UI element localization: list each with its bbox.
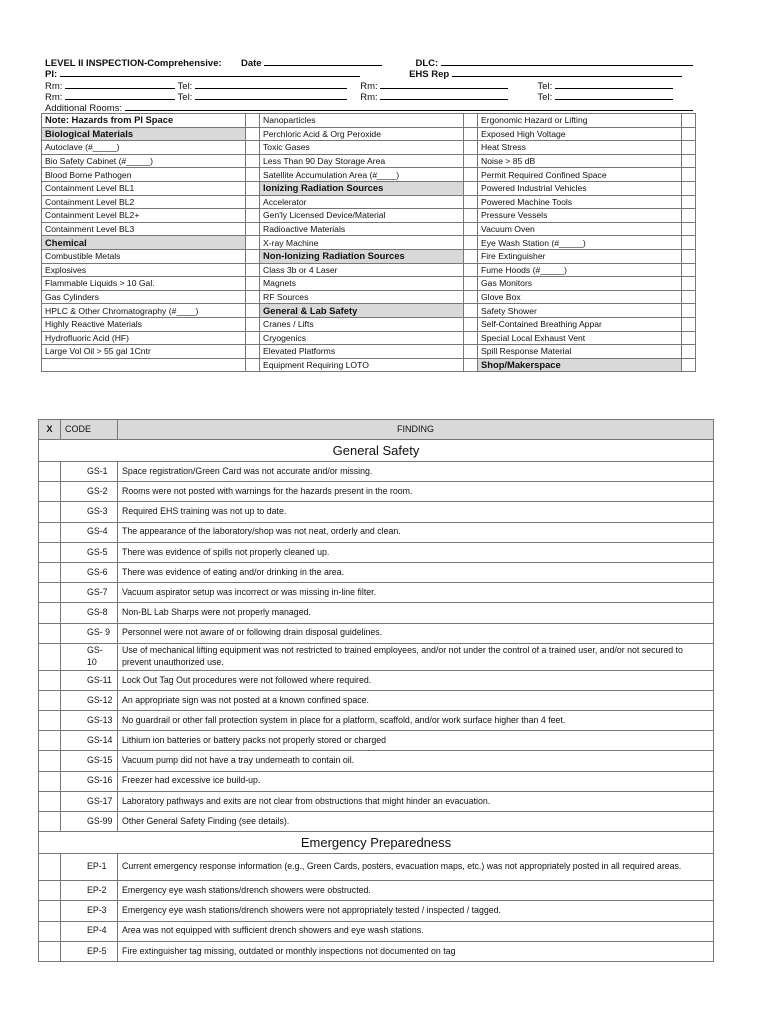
tel-field-4[interactable] [555,90,673,100]
hazard-label: Magnets [260,277,464,291]
hazard-label: Containment Level BL2 [42,195,246,209]
finding-row [39,941,714,961]
finding-code: EP-3 [61,901,118,921]
finding-code: EP-4 [61,921,118,941]
hazard-checkbox[interactable] [464,222,478,236]
date-label: Date [240,58,262,69]
finding-checkbox[interactable] [39,583,61,603]
hazard-checkbox[interactable] [246,222,260,236]
hazard-checkbox[interactable] [682,331,696,345]
hazard-checkbox[interactable] [682,209,696,223]
hazard-label: Ergonomic Hazard or Lifting [478,114,682,128]
finding-row [39,643,714,670]
finding-code: EP-2 [61,881,118,901]
column-finding-header: FINDING [118,420,714,440]
hazard-label: Containment Level BL3 [42,222,246,236]
finding-text: Laboratory pathways and exits are not clear from obstructions that might hinder an evacuation. [118,791,714,811]
hazard-checkbox[interactable] [246,141,260,155]
finding-row [39,921,714,941]
hazard-checkbox[interactable] [464,141,478,155]
hazard-label: Permit Required Confined Space [478,168,682,182]
finding-row [39,623,714,643]
hazard-checkbox[interactable] [246,181,260,195]
hazard-label: Accelerator [260,195,464,209]
hazard-note: Note: Hazards from PI Space [42,114,246,128]
finding-text: Lock Out Tag Out procedures were not followed where required. [118,670,714,690]
finding-checkbox[interactable] [39,812,61,832]
finding-text: Lithium ion batteries or battery packs not properly stored or charged [118,731,714,751]
hazard-checkbox[interactable] [246,331,260,345]
dlc-field[interactable] [441,56,693,66]
finding-text: An appropriate sign was not posted at a known confined space. [118,690,714,710]
hazard-checkbox[interactable] [464,168,478,182]
hazard-label: Containment Level BL1 [42,181,246,195]
finding-code: GS-1 [61,462,118,482]
hazard-checkbox[interactable] [464,127,478,141]
hazard-label: Elevated Platforms [260,345,464,359]
finding-checkbox[interactable] [39,502,61,522]
finding-checkbox[interactable] [39,690,61,710]
hazard-row [42,195,696,209]
hazard-label: Gas Cylinders [42,290,246,304]
finding-code: EP-5 [61,941,118,961]
hazard-checkbox[interactable] [464,345,478,359]
hazard-section-header: Non-Ionizing Radiation Sources [260,249,464,263]
finding-code: GS-6 [61,562,118,582]
inspection-level-label: LEVEL II INSPECTION-Comprehensive: [45,58,222,69]
finding-code: GS-5 [61,542,118,562]
hazard-section-header: Ionizing Radiation Sources [260,181,464,195]
finding-code: GS-8 [61,603,118,623]
finding-checkbox[interactable] [39,643,61,670]
hazard-checkbox[interactable] [682,127,696,141]
finding-text: Other General Safety Finding (see details). [118,812,714,832]
finding-row [39,771,714,791]
hazard-checkbox[interactable] [682,222,696,236]
hazard-label: Gas Monitors [478,277,682,291]
hazard-checkbox[interactable] [682,277,696,291]
hazard-label: Radioactive Materials [260,222,464,236]
hazard-label: Special Local Exhaust Vent [478,331,682,345]
hazard-checkbox[interactable] [464,331,478,345]
finding-row [39,731,714,751]
pi-label: PI: [45,69,58,80]
hazard-label: Blood Borne Pathogen [42,168,246,182]
tel-label: Tel: [177,92,193,103]
finding-row [39,690,714,710]
rm-label: Rm: [45,92,63,103]
hazard-row [42,290,696,304]
hazard-row [42,304,696,318]
finding-text: Personnel were not aware of or following drain disposal guidelines. [118,623,714,643]
rm-label: Rm: [360,81,378,92]
finding-row [39,502,714,522]
hazard-label: Self-Contained Breathing Appar [478,317,682,331]
hazard-section-header: Biological Materials [42,127,246,141]
finding-checkbox[interactable] [39,670,61,690]
hazard-label: Noise > 85 dB [478,154,682,168]
hazard-checkbox[interactable] [682,181,696,195]
hazard-checkbox[interactable] [246,236,260,250]
finding-checkbox[interactable] [39,791,61,811]
hazard-label: Flammable Liquids > 10 Gal. [42,277,246,291]
hazard-label: Combustible Metals [42,249,246,263]
finding-code: GS-15 [61,751,118,771]
dlc-label: DLC: [415,58,439,69]
hazard-section-header: Shop/Makerspace [478,358,682,372]
findings-section-title: Emergency Preparedness [39,832,714,854]
finding-row [39,711,714,731]
hazard-label: Exposed High Voltage [478,127,682,141]
finding-text: There was evidence of spills not properly cleaned up. [118,542,714,562]
hazard-label: Glove Box [478,290,682,304]
tel-label: Tel: [537,81,553,92]
finding-code: GS-3 [61,502,118,522]
tel-label: Tel: [537,92,553,103]
finding-code: GS-16 [61,771,118,791]
finding-code: GS-17 [61,791,118,811]
hazard-checkbox[interactable] [246,168,260,182]
hazard-checkbox[interactable] [246,249,260,263]
finding-text: Required EHS training was not up to date. [118,502,714,522]
rm-field-1[interactable] [65,79,175,89]
finding-text: Area was not equipped with sufficient drench showers and eye wash stations. [118,921,714,941]
hazard-checkbox[interactable] [682,263,696,277]
hazard-checkbox[interactable] [246,114,260,128]
hazard-checkbox[interactable] [246,277,260,291]
hazard-row [42,114,696,128]
finding-row [39,522,714,542]
hazard-label: Perchloric Acid & Org Peroxide [260,127,464,141]
finding-row [39,583,714,603]
column-x-header: X [39,420,61,440]
hazard-label: X-ray Machine [260,236,464,250]
hazard-row [42,181,696,195]
pi-field[interactable] [60,67,360,77]
hazard-checkbox[interactable] [246,154,260,168]
hazard-checkbox[interactable] [246,127,260,141]
finding-row [39,462,714,482]
hazard-checkbox[interactable] [464,358,478,372]
hazards-table [41,113,696,372]
finding-checkbox[interactable] [39,921,61,941]
hazard-checkbox[interactable] [682,141,696,155]
ehs-rep-label: EHS Rep [409,69,450,80]
ehs-rep-field[interactable] [452,67,682,77]
finding-text: Use of mechanical lifting equipment was not restricted to trained employees, and/or not under the control of a trained user, and/or not secured to prevent unauthorized use. [118,643,714,670]
finding-checkbox[interactable] [39,751,61,771]
hazard-row [42,154,696,168]
hazard-checkbox[interactable] [246,209,260,223]
finding-checkbox[interactable] [39,711,61,731]
hazard-checkbox[interactable] [682,114,696,128]
hazard-checkbox[interactable] [464,277,478,291]
hazard-checkbox[interactable] [682,154,696,168]
hazard-label: Cryogenics [260,331,464,345]
finding-code: GS-2 [61,482,118,502]
finding-text: Emergency eye wash stations/drench showers were obstructed. [118,881,714,901]
hazard-label: Gen'ly Licensed Device/Material [260,209,464,223]
hazard-label: Vacuum Oven [478,222,682,236]
finding-text: Rooms were not posted with warnings for the hazards present in the room. [118,482,714,502]
finding-text: Fire extinguisher tag missing, outdated or monthly inspections not documented on tag [118,941,714,961]
hazard-label: Hydrofluoric Acid (HF) [42,331,246,345]
finding-text: Emergency eye wash stations/drench showers were not appropriately tested / inspected / tagged. [118,901,714,921]
hazard-label: HPLC & Other Chromatography (#____) [42,304,246,318]
hazard-checkbox[interactable] [682,317,696,331]
hazard-checkbox[interactable] [682,290,696,304]
hazard-label: Nanoparticles [260,114,464,128]
rm-label: Rm: [45,81,63,92]
finding-row [39,881,714,901]
rm-label: Rm: [360,92,378,103]
finding-code: GS-4 [61,522,118,542]
hazard-row [42,263,696,277]
finding-checkbox[interactable] [39,771,61,791]
hazard-checkbox[interactable] [682,358,696,372]
hazard-row [42,127,696,141]
hazard-row [42,331,696,345]
rm-field-3[interactable] [65,90,175,100]
tel-field-3[interactable] [195,90,347,100]
hazard-checkbox[interactable] [246,263,260,277]
hazard-label: Heat Stress [478,141,682,155]
hazard-checkbox[interactable] [246,195,260,209]
hazard-label: Bio Safety Cabinet (#_____) [42,154,246,168]
hazard-checkbox[interactable] [464,236,478,250]
hazard-label: RF Sources [260,290,464,304]
hazard-checkbox[interactable] [682,236,696,250]
hazard-label: Containment Level BL2+ [42,209,246,223]
finding-code: GS-7 [61,583,118,603]
hazard-label: Explosives [42,263,246,277]
finding-checkbox[interactable] [39,562,61,582]
finding-text: Vacuum pump did not have a tray underneath to contain oil. [118,751,714,771]
hazard-label: Satellite Accumulation Area (#____) [260,168,464,182]
finding-code: GS-13 [61,711,118,731]
findings-header-row [39,420,714,440]
hazard-label: Less Than 90 Day Storage Area [260,154,464,168]
hazard-label: Toxic Gases [260,141,464,155]
finding-code: GS-14 [61,731,118,751]
finding-code: GS-99 [61,812,118,832]
finding-text: Space registration/Green Card was not accurate and/or missing. [118,462,714,482]
column-code-header: CODE [61,420,118,440]
hazard-checkbox[interactable] [464,114,478,128]
finding-row [39,542,714,562]
hazard-label: Large Vol Oil > 55 gal 1Cntr [42,345,246,359]
finding-code: GS-11 [61,670,118,690]
finding-text: Non-BL Lab Sharps were not properly managed. [118,603,714,623]
finding-code: GS- 9 [61,623,118,643]
hazard-label: Safety Shower [478,304,682,318]
hazard-checkbox[interactable] [246,317,260,331]
tel-field-2[interactable] [555,79,673,89]
hazard-label: Powered Machine Tools [478,195,682,209]
findings-section-row [39,440,714,462]
finding-code: GS- 10 [61,643,118,670]
hazard-label: Fume Hoods (#_____) [478,263,682,277]
hazard-label: Pressure Vessels [478,209,682,223]
finding-checkbox[interactable] [39,482,61,502]
hazard-row [42,222,696,236]
hazard-label: Eye Wash Station (#_____) [478,236,682,250]
hazard-checkbox[interactable] [682,168,696,182]
finding-checkbox[interactable] [39,623,61,643]
hazard-checkbox[interactable] [464,263,478,277]
finding-checkbox[interactable] [39,522,61,542]
finding-checkbox[interactable] [39,901,61,921]
finding-checkbox[interactable] [39,603,61,623]
finding-row [39,482,714,502]
hazard-row [42,358,696,372]
finding-checkbox[interactable] [39,462,61,482]
hazard-checkbox[interactable] [246,345,260,359]
hazard-checkbox[interactable] [464,317,478,331]
hazard-row [42,209,696,223]
finding-row [39,791,714,811]
hazard-section-header: General & Lab Safety [260,304,464,318]
hazard-row [42,168,696,182]
hazard-row [42,141,696,155]
hazard-row [42,249,696,263]
date-field[interactable] [264,56,382,66]
hazard-row [42,345,696,359]
hazard-checkbox[interactable] [682,345,696,359]
hazard-checkbox[interactable] [682,195,696,209]
finding-row [39,562,714,582]
findings-table [38,419,714,962]
hazard-label: Cranes / Lifts [260,317,464,331]
finding-text: Freezer had excessive ice build-up. [118,771,714,791]
finding-checkbox[interactable] [39,941,61,961]
finding-text: Vacuum aspirator setup was incorrect or was missing in-line filter. [118,583,714,603]
hazard-checkbox[interactable] [464,195,478,209]
rm-field-2[interactable] [380,79,508,89]
finding-text: No guardrail or other fall protection system in place for a platform, scaffold, and/or work surface higher than 4 feet. [118,711,714,731]
finding-text: The appearance of the laboratory/shop was not neat, orderly and clean. [118,522,714,542]
hazard-checkbox[interactable] [464,181,478,195]
finding-row [39,854,714,881]
finding-row [39,812,714,832]
hazard-label: Highly Reactive Materials [42,317,246,331]
hazard-label: Class 3b or 4 Laser [260,263,464,277]
findings-section-row [39,832,714,854]
rm-field-4[interactable] [380,90,508,100]
finding-checkbox[interactable] [39,881,61,901]
finding-text: Current emergency response information (e.g., Green Cards, posters, evacuation maps, etc.) was not appropriately posted in all required areas. [118,854,714,881]
tel-field-1[interactable] [195,79,347,89]
finding-checkbox[interactable] [39,854,61,881]
findings-section-title: General Safety [39,440,714,462]
finding-text: There was evidence of eating and/or drinking in the area. [118,562,714,582]
hazard-label: Spill Response Material [478,345,682,359]
finding-row [39,670,714,690]
hazard-label: Autoclave (#_____) [42,141,246,155]
hazard-checkbox[interactable] [246,358,260,372]
finding-row [39,901,714,921]
hazard-checkbox[interactable] [682,249,696,263]
additional-rooms-field[interactable] [125,101,693,111]
tel-label: Tel: [177,81,193,92]
finding-checkbox[interactable] [39,731,61,751]
finding-code: GS-12 [61,690,118,710]
hazard-label: Powered Industrial Vehicles [478,181,682,195]
hazard-row [42,236,696,250]
finding-checkbox[interactable] [39,542,61,562]
hazard-label [42,358,246,372]
hazard-row [42,317,696,331]
hazard-section-header: Chemical [42,236,246,250]
hazard-checkbox[interactable] [464,290,478,304]
hazard-checkbox[interactable] [464,304,478,318]
hazard-label: Equipment Requiring LOTO [260,358,464,372]
hazard-checkbox[interactable] [246,290,260,304]
hazard-row [42,277,696,291]
hazard-checkbox[interactable] [464,209,478,223]
hazard-checkbox[interactable] [464,249,478,263]
hazard-label: Fire Extinguisher [478,249,682,263]
hazard-checkbox[interactable] [246,304,260,318]
hazard-checkbox[interactable] [464,154,478,168]
finding-code: EP-1 [61,854,118,881]
finding-row [39,751,714,771]
finding-row [39,603,714,623]
hazard-checkbox[interactable] [682,304,696,318]
additional-rooms-label: Additional Rooms: [45,103,123,114]
